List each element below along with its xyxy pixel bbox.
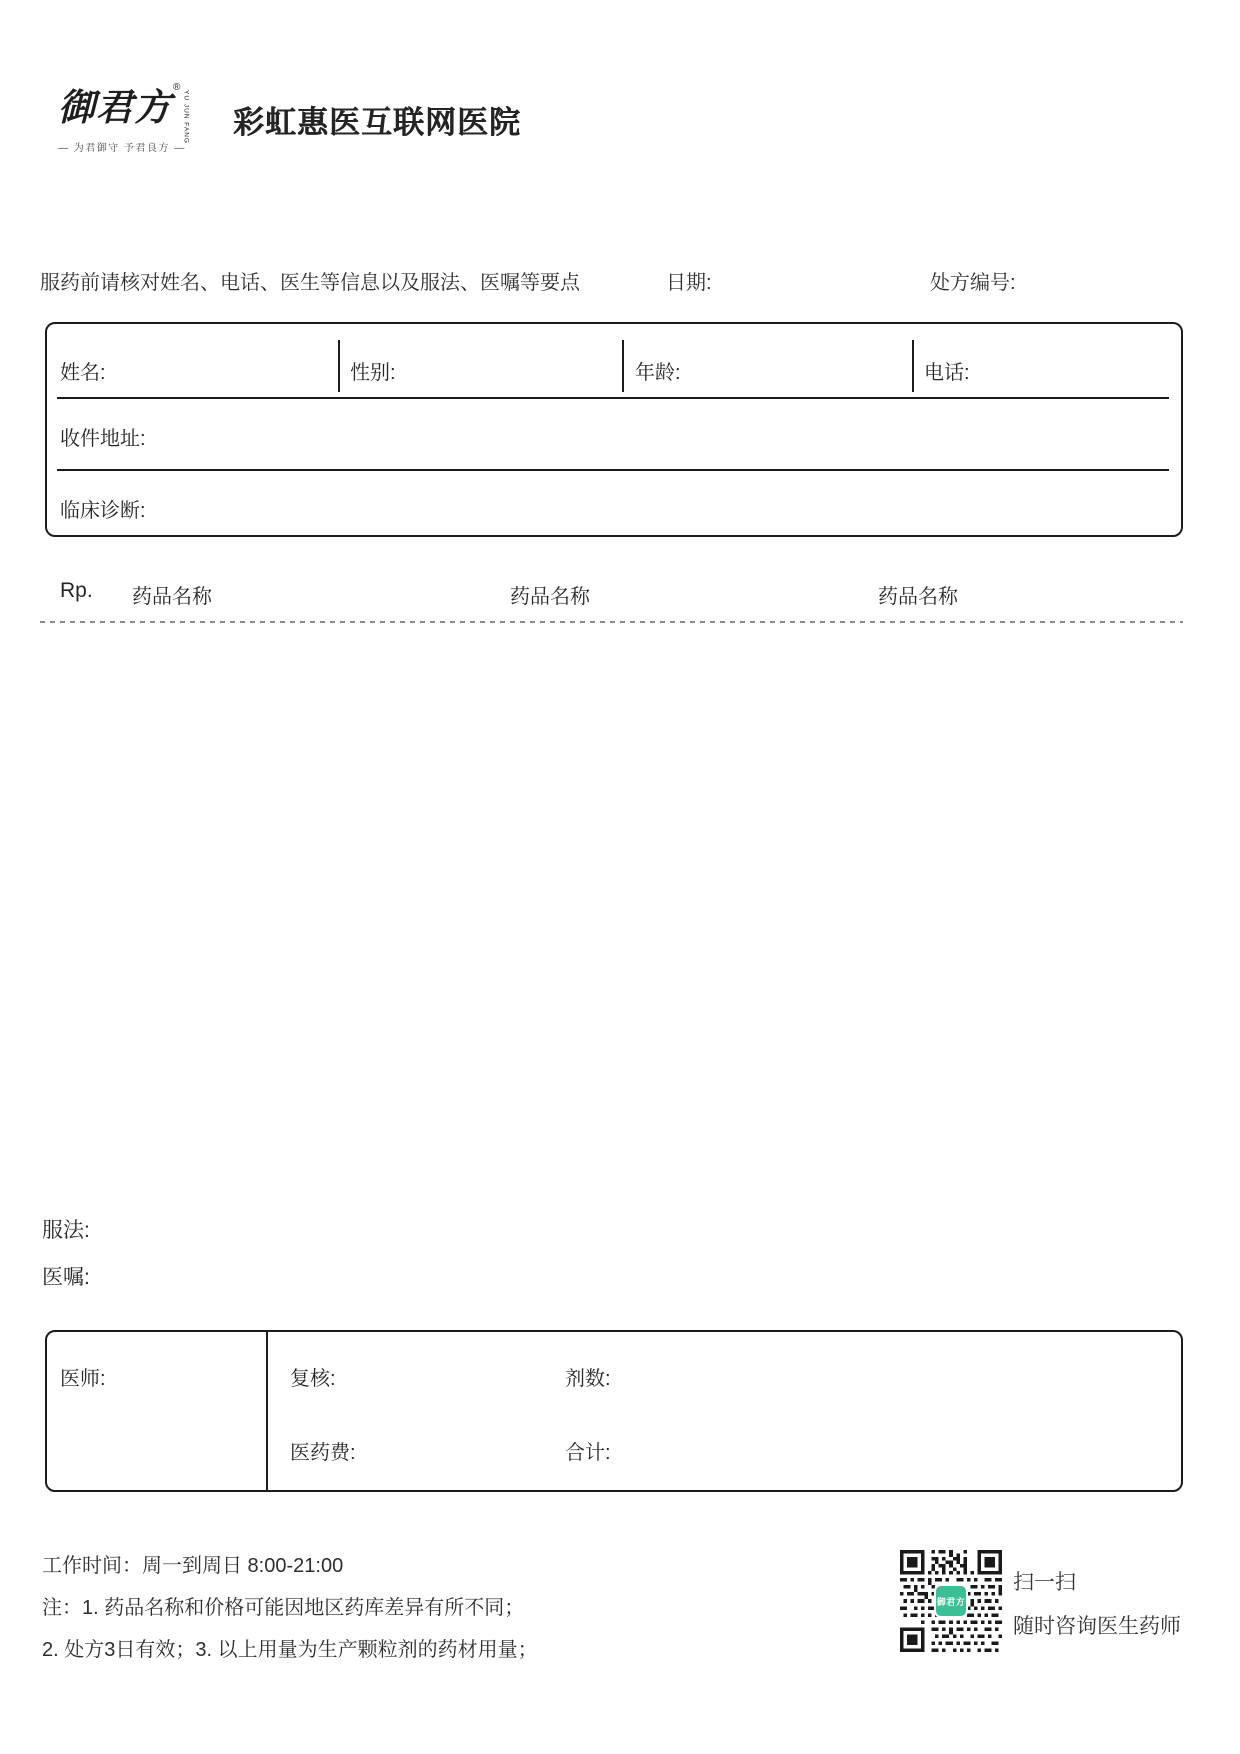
- review-label: 复核:: [290, 1368, 336, 1390]
- column-divider: [338, 340, 340, 392]
- drug-name-column-header: 药品名称: [132, 586, 212, 608]
- brand-logo-text: 御君方: [58, 85, 172, 129]
- rp-label: Rp.: [60, 579, 93, 602]
- clinical-diagnosis-label: 临床诊断:: [60, 500, 146, 522]
- row-divider: [57, 397, 1169, 399]
- qr-center-logo: [934, 1584, 968, 1618]
- medical-fee-label: 医药费:: [290, 1442, 356, 1464]
- doses-label: 剂数:: [565, 1368, 611, 1390]
- qr-code: [900, 1550, 1002, 1652]
- column-divider: [266, 1332, 268, 1490]
- patient-phone-label: 电话:: [924, 362, 970, 384]
- scan-subtitle: 随时咨询医生药师: [1013, 1615, 1181, 1638]
- brand-logo: [58, 84, 208, 154]
- patient-name-label: 姓名:: [60, 362, 106, 384]
- dashed-separator: [40, 621, 1183, 623]
- signoff-box: [45, 1330, 1183, 1492]
- scan-label: 扫一扫: [1013, 1571, 1076, 1594]
- footer-note-2: 2. 处方3日有效；3. 以上用量为生产颗粒剂的药材用量；: [42, 1639, 538, 1661]
- brand-tagline: — 为君御守 予君良方 —: [58, 143, 186, 154]
- row-divider: [57, 469, 1169, 471]
- date-label: 日期:: [666, 272, 712, 294]
- patient-info-box: [45, 322, 1183, 537]
- usage-label: 服法:: [42, 1219, 90, 1242]
- working-hours: 工作时间：周一到周日 8:00-21:00: [42, 1555, 344, 1577]
- drug-name-column-header: 药品名称: [510, 586, 590, 608]
- column-divider: [622, 340, 624, 392]
- physician-label: 医师:: [60, 1368, 106, 1390]
- shipping-address-label: 收件地址:: [60, 428, 146, 450]
- patient-gender-label: 性别:: [350, 362, 396, 384]
- patient-age-label: 年龄:: [635, 362, 681, 384]
- doctor-advice-label: 医嘱:: [42, 1266, 90, 1289]
- drug-name-column-header: 药品名称: [878, 586, 958, 608]
- qr-center-text: 御君方: [936, 1596, 966, 1607]
- brand-logo-pinyin: YU JUN FANG: [182, 90, 190, 144]
- rx-number-label: 处方编号:: [930, 272, 1016, 294]
- pre-check-notice: 服药前请核对姓名、电话、医生等信息以及服法、医嘱等要点: [40, 272, 580, 294]
- hospital-name: 彩虹惠医互联网医院: [233, 105, 521, 140]
- registered-mark: ®: [173, 82, 181, 93]
- total-label: 合计:: [565, 1442, 611, 1464]
- column-divider: [912, 340, 914, 392]
- footer-note-1: 注：1. 药品名称和价格可能因地区药库差异有所不同；: [42, 1597, 525, 1619]
